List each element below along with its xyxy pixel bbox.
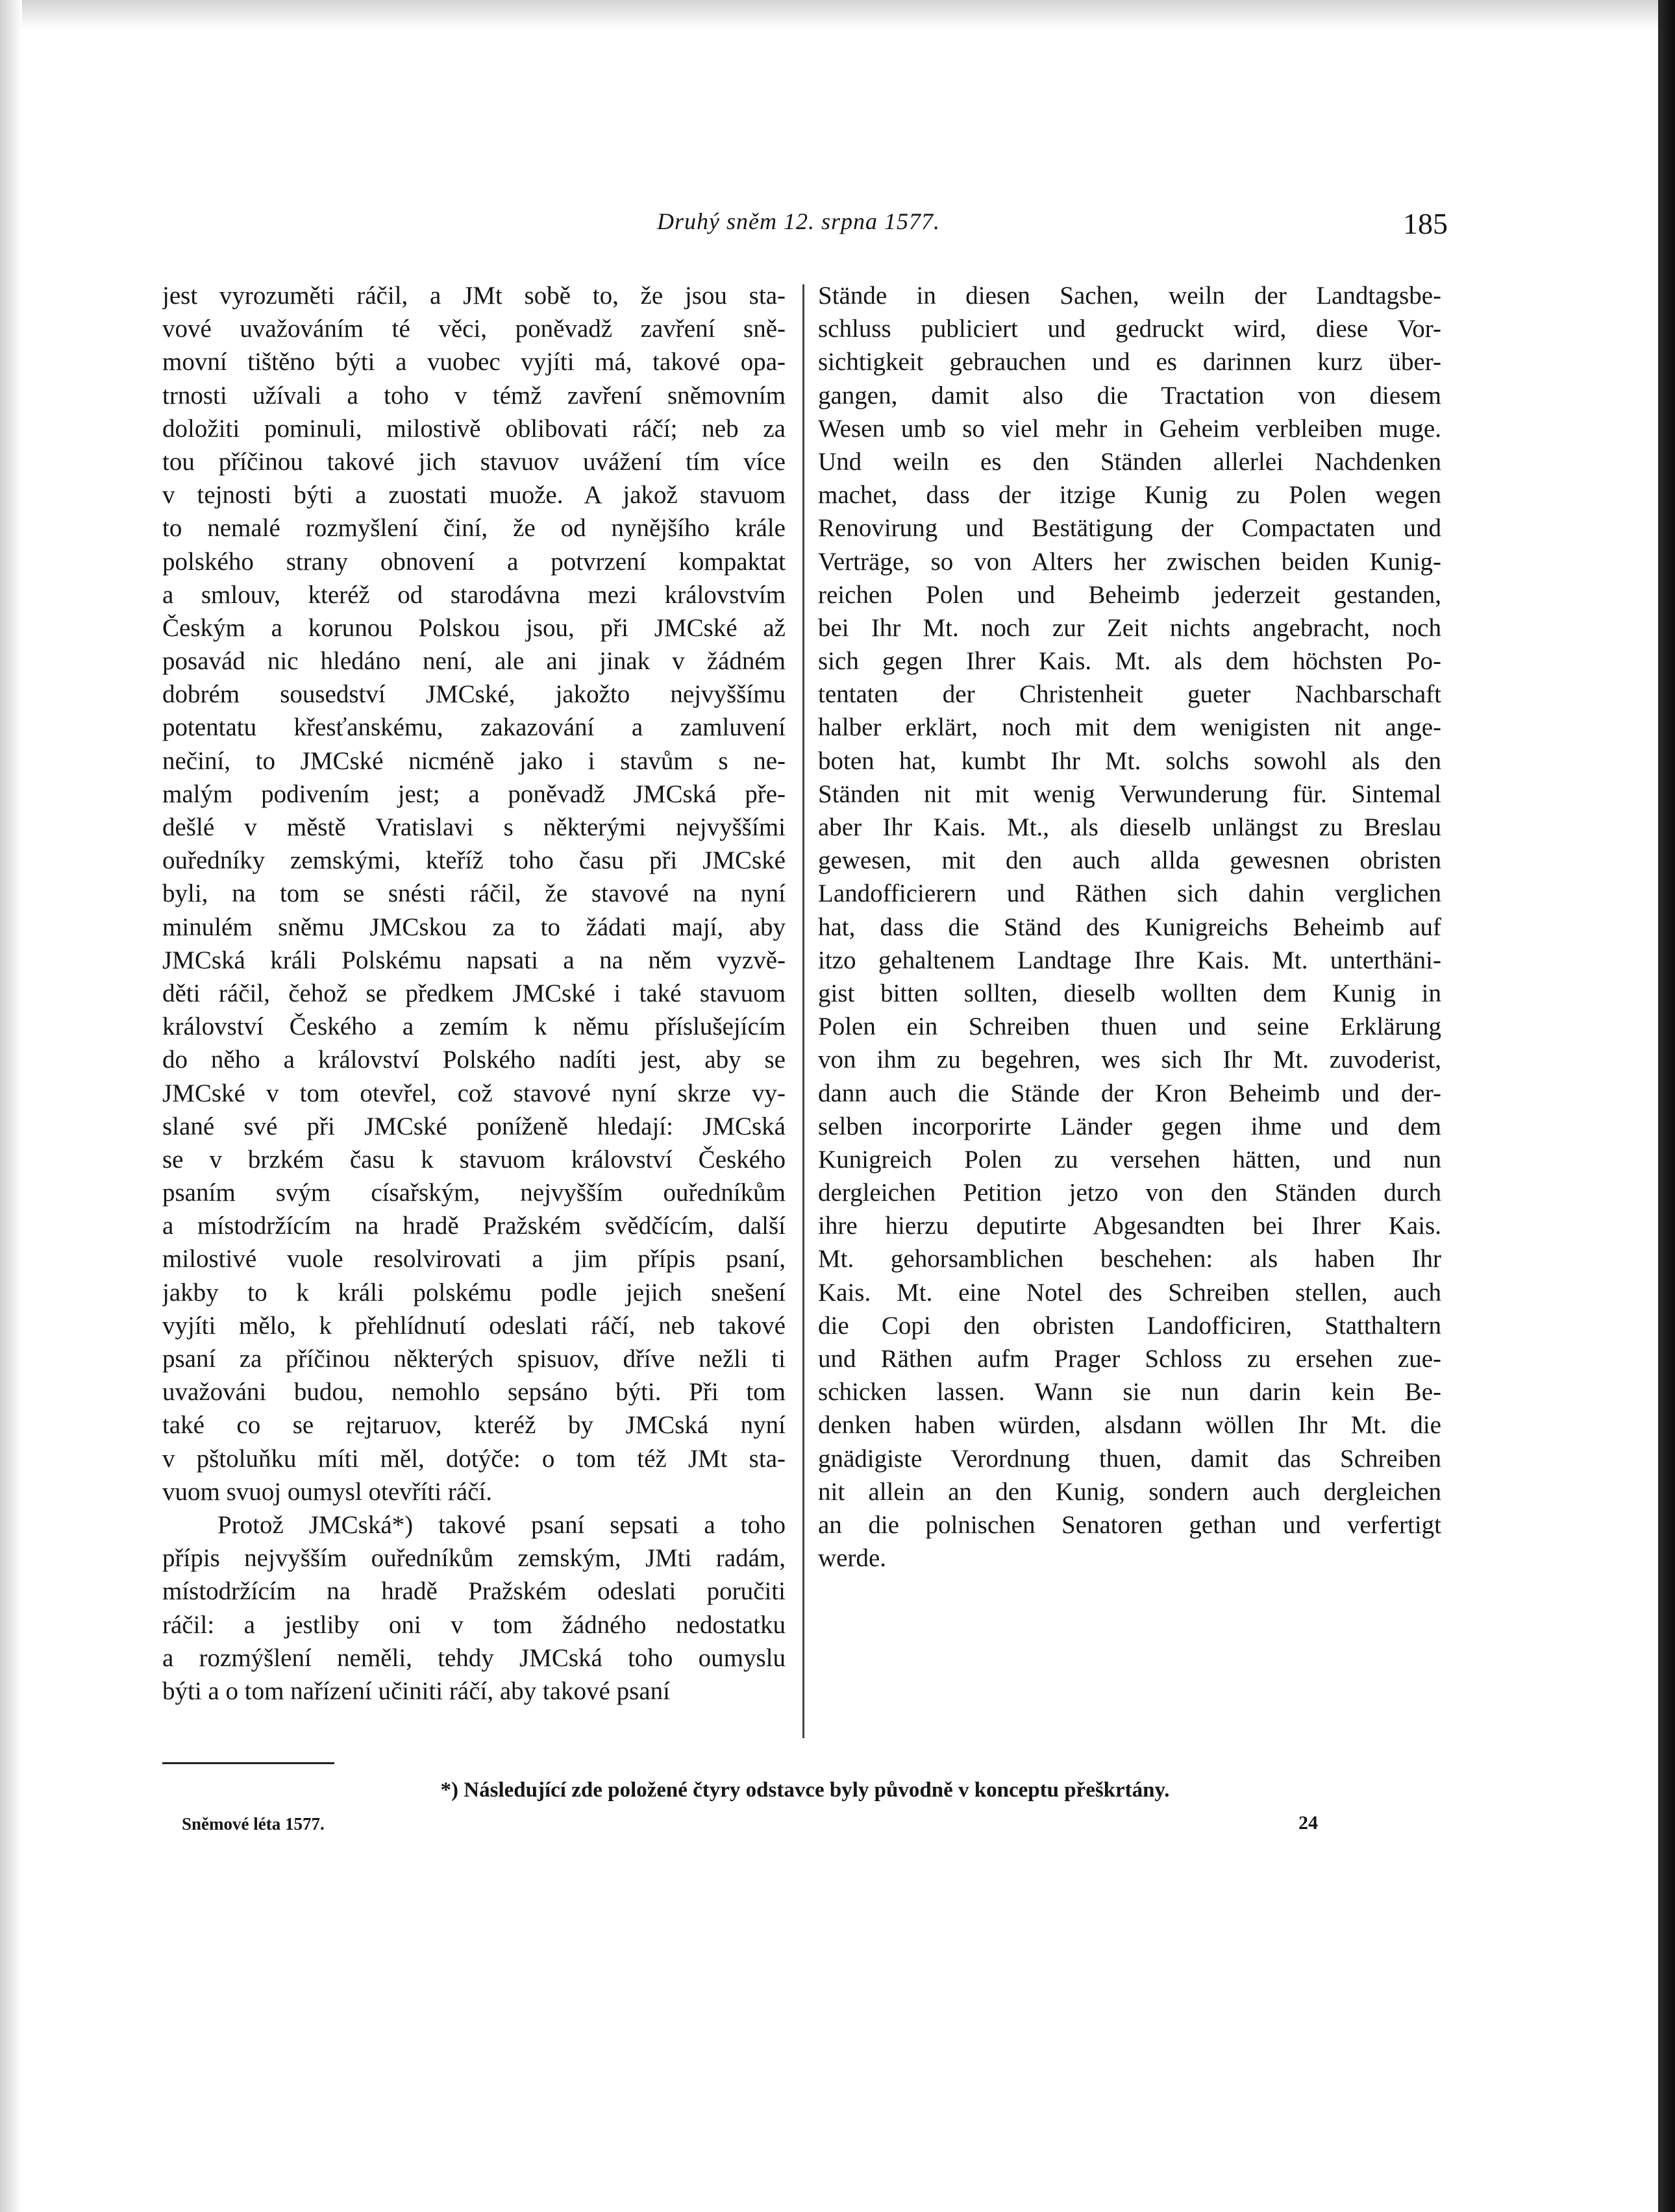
text-line: sichtigkeit gebrauchen und es darinnen kurz über- — [818, 348, 1441, 376]
text-line: Und weiln es den Ständen allerlei Nachdenken — [818, 447, 1441, 476]
text-line: gangen, damit also die Tractation von diesem — [818, 381, 1441, 410]
sheet-number: 24 — [1298, 1812, 1318, 1834]
text-line: Českým a korunou Polskou jsou, při JMCské až — [162, 613, 786, 642]
text-line: potentatu křesťanskému, zakazování a zamluvení — [162, 713, 786, 742]
text-line: die Copi den obristen Landofficiren, Statthaltern — [818, 1311, 1441, 1340]
text-line: boten hat, kumbt Ihr Mt. solchs sowohl als den — [818, 746, 1441, 775]
text-line: místodržícím na hradě Pražském odeslati poručiti — [162, 1577, 786, 1606]
text-line: reichen Polen und Beheimb jederzeit gestanden, — [818, 580, 1441, 609]
text-line: tou příčinou takové jich stavuov uvážení tím více — [162, 447, 786, 476]
footnote: *) Následující zde položené čtyry odstavce byly původně v konceptu přeškrtány. — [440, 1778, 1170, 1802]
text-line: se v brzkém času k stavuom království Českého — [162, 1145, 786, 1174]
text-line: aber Ihr Kais. Mt., als dieselb unlängst zu Breslau — [818, 813, 1441, 841]
text-line: v pštoluňku míti měl, dotýče: o tom též JMt sta- — [162, 1444, 786, 1473]
text-line: polského strany obnovení a potvrzení kompaktat — [162, 547, 786, 576]
text-line: a rozmýšlení neměli, tehdy JMCská toho oumyslu — [162, 1643, 786, 1672]
text-line: gist bitten sollten, dieselb wollten dem Kunig in — [818, 979, 1441, 1007]
signature-mark: Sněmové léta 1577. — [182, 1814, 325, 1834]
text-line: psaní za příčinou některých spisuov, dříve nežli ti — [162, 1345, 786, 1373]
text-line: dann auch die Stände der Kron Beheimb und der- — [818, 1079, 1441, 1107]
text-line: movní tištěno býti a vuobec vyjíti má, takové opa- — [162, 348, 786, 376]
text-line: schluss publiciert und gedruckt wird, diese Vor- — [818, 315, 1441, 343]
text-line: itzo gehaltenem Landtage Ihre Kais. Mt. unterthäni- — [818, 946, 1441, 974]
text-line: JMCské v tom otevřel, což stavové nyní skrze vy- — [162, 1079, 786, 1107]
right-column-german — [818, 279, 1441, 1575]
text-line: děti ráčil, čehož se předkem JMCské i také stavuom — [162, 979, 786, 1007]
text-line: jakby to k králi polskému podle jejich snešení — [162, 1278, 786, 1307]
text-line: Mt. gehorsamblichen beschehen: als haben Ihr — [818, 1245, 1441, 1273]
text-line: dobrém sousedství JMCské, jakožto nejvyššímu — [162, 680, 786, 709]
text-line: vuom svuoj oumysl otevříti ráčí. — [162, 1477, 493, 1506]
text-line: gnädigiste Verordnung thuen, damit das Schreiben — [818, 1444, 1441, 1473]
text-line: bei Ihr Mt. noch zur Zeit nichts angebracht, noch — [818, 613, 1441, 642]
text-line: tentaten der Christenheit gueter Nachbarschaft — [818, 680, 1441, 709]
column-divider — [802, 284, 804, 1738]
text-line: vové uvažováním té věci, poněvadž zavření sně- — [162, 315, 786, 343]
text-line: jest vyrozuměti ráčil, a JMt sobě to, že jsou sta- — [162, 282, 786, 310]
text-line: do něho a království Polského nadíti jest, aby se — [162, 1046, 786, 1074]
text-line: sich gegen Ihrer Kais. Mt. als dem höchsten Po- — [818, 647, 1441, 676]
left-column-czech — [162, 279, 786, 1708]
footnote-separator — [162, 1762, 334, 1764]
text-line: to nemalé rozmyšlení činí, že od nynějšího krále — [162, 514, 786, 543]
text-line: trnosti užívali a toho v témž zavření sněmovním — [162, 381, 786, 410]
scan-border-top — [0, 0, 1658, 30]
text-line: Renovirung und Bestätigung der Compactaten und — [818, 514, 1441, 543]
text-line: und Räthen aufm Prager Schloss zu ersehen zue- — [818, 1345, 1441, 1373]
text-line: vyjíti mělo, k přehlídnutí odeslati ráčí, neb takové — [162, 1311, 786, 1340]
text-line: selben incorporirte Länder gegen ihme und dem — [818, 1112, 1441, 1140]
text-line: gewesen, mit den auch allda gewesnen obristen — [818, 846, 1441, 875]
text-line: ihre hierzu deputirte Abgesandten bei Ihrer Kais. — [818, 1212, 1441, 1240]
text-line: von ihm zu begehren, wes sich Ihr Mt. zuvoderist, — [818, 1046, 1441, 1074]
text-line: halber erklärt, noch mit dem wenigisten nit ange- — [818, 713, 1441, 742]
text-line: byli, na tom se snésti ráčil, že stavové na nyní — [162, 879, 786, 908]
text-line: a smlouv, kteréž od starodávna mezi královstvím — [162, 580, 786, 609]
text-line: uvažováni budou, nemohlo sepsáno býti. Při tom — [162, 1378, 786, 1407]
text-line: slané své při JMCské poníženě hledají: JMCská — [162, 1112, 786, 1140]
text-line: milostivé vuole resolvirovati a jim přípis psaní, — [162, 1245, 786, 1273]
text-line: schicken lassen. Wann sie nun darin kein Be- — [818, 1378, 1441, 1407]
text-line: Kais. Mt. eine Notel des Schreiben stellen, auch — [818, 1278, 1441, 1307]
text-line: denken haben würden, alsdann wöllen Ihr Mt. die — [818, 1411, 1441, 1440]
text-line: doložiti pominuli, milostivě oblibovati ráčí; neb za — [162, 414, 786, 443]
text-line: machet, dass der itzige Kunig zu Polen wegen — [818, 481, 1441, 510]
text-line: dešlé v městě Vratislavi s některými nejvyššími — [162, 813, 786, 841]
text-line: JMCská králi Polskému napsati a na něm vyzvě- — [162, 946, 786, 974]
text-line: psaním svým císařským, nejvyšším ouředníkům — [162, 1179, 786, 1207]
text-line: přípis nejvyšším ouředníkům zemským, JMti radám, — [162, 1544, 786, 1573]
text-line: minulém sněmu JMCskou za to žádati mají, aby — [162, 913, 786, 941]
text-line: také co se rejtaruov, kteréž by JMCská nyní — [162, 1411, 786, 1440]
text-line: nit allein an den Kunig, sondern auch dergleichen — [818, 1477, 1441, 1506]
text-line: hat, dass die Ständ des Kunigreichs Beheimb auf — [818, 913, 1441, 941]
text-line: werde. — [818, 1544, 887, 1573]
page-number: 185 — [1403, 207, 1448, 240]
text-line: dergleichen Petition jetzo von den Ständen durch — [818, 1179, 1441, 1207]
text-line: malým podivením jest; a poněvadž JMCská pře- — [162, 780, 786, 808]
text-line: nečiní, to JMCské nicméně jako i stavům s ne- — [162, 746, 786, 775]
text-line: Kunigreich Polen zu versehen hätten, und nun — [818, 1145, 1441, 1174]
text-line: království Českého a zemím k němu příslušejícím — [162, 1013, 786, 1041]
text-line: ouředníky zemskými, kteříž toho času při JMCské — [162, 846, 786, 875]
scan-border-right — [1658, 0, 1675, 2212]
text-line: posavád nic hledáno není, ale ani jinak v žádném — [162, 647, 786, 676]
text-line: Protož JMCská*) takové psaní sepsati a toho — [217, 1510, 786, 1539]
text-line: Verträge, so von Alters her zwischen beiden Kunig- — [818, 547, 1441, 576]
text-line: Wesen umb so viel mehr in Geheim verbleiben muge. — [818, 414, 1441, 443]
text-line: an die polnischen Senatoren gethan und verfertigt — [818, 1510, 1441, 1539]
text-line: Landofficierern und Räthen sich dahin verglichen — [818, 879, 1441, 908]
text-line: býti a o tom nařízení učiniti ráčí, aby takové psaní — [162, 1677, 670, 1705]
scan-border-left — [0, 0, 22, 2212]
text-line: Ständen nit mit wenig Verwunderung für. Sintemal — [818, 780, 1441, 808]
text-line: Stände in diesen Sachen, weiln der Landtagsbe- — [818, 282, 1441, 310]
text-line: v tejnosti býti a zuostati muože. A jakož stavuom — [162, 481, 786, 510]
text-line: a místodržícím na hradě Pražském svědčícím, další — [162, 1212, 786, 1240]
running-head: Druhý sněm 12. srpna 1577. — [657, 208, 940, 234]
text-line: Polen ein Schreiben thuen und seine Erklärung — [818, 1013, 1441, 1041]
text-line: ráčil: a jestliby oni v tom žádného nedostatku — [162, 1610, 786, 1639]
